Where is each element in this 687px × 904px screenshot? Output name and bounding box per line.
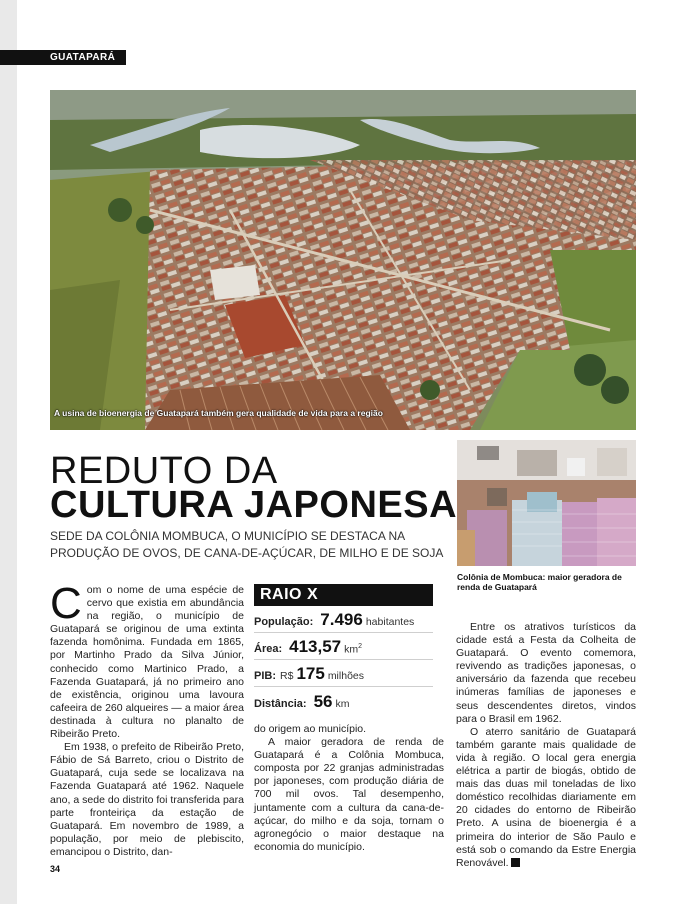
page-number: 34 [50,864,61,874]
subtitle: SEDE DA COLÔNIA MOMBUCA, O MUNICÍPIO SE DESTACA NA PRODUÇÃO DE OVOS, DE CANA-DE-AÇÚCAR, DE MILHO E DE SOJA [50,529,444,560]
aerial-caption: A usina de bioenergia de Guatapará também gera qualidade de vida para a região [54,408,383,418]
headline-line-1: REDUTO DA [50,450,278,492]
raio-x-pib [254,660,433,687]
paragraph: do origem ao município. [254,723,367,735]
paragraph-text: O aterro sanitário de Guatapará também garante mais qualidade de vida à região. O local gera energia elétrica a partir de biogás, obtido de mais das duas mil toneladas de lixo doméstico recolhidas diariamente em 20 cidades do entorno de Ribeirão Preto. A usina de bioenergia é a primeira do interior de São Paulo e está sob o comando da Estre Energia Renovável. [456,725,636,869]
headline-line-2: CULTURA JAPONESA [50,484,458,526]
article-column-2 [254,723,444,854]
raio-x-area [254,633,433,660]
eggs-photo [457,440,636,566]
populacao-value: 7.496 [320,610,363,629]
pib-prefix: R$ [280,670,294,682]
article-column-1 [50,579,244,859]
raio-x-box [254,584,433,714]
article-column-3 [456,621,636,870]
raio-x-populacao [254,606,433,633]
page-edge [0,0,17,904]
area-label: Área: [254,643,283,655]
pib-unit: milhões [327,670,364,682]
section-tag: GUATAPARÁ [0,50,126,65]
raio-x-header: RAIO X [254,584,433,606]
area-unit-sup: 2 [358,642,363,650]
area-unit-text: km [344,643,359,655]
raio-x-distancia [254,687,433,714]
eggs-caption: Colônia de Mombuca: maior geradora de renda de Guatapará [457,572,622,592]
populacao-unit: habitantes [365,616,415,628]
paragraph [456,726,636,870]
area-value: 413,57 [289,637,342,656]
distancia-unit: km [335,698,350,710]
aerial-photo [50,90,636,430]
paragraph: Entre os atrativos turísticos da cidade está a Festa da Colheita de Guatapará. O evento comemora, revivendo as tradições japonesas, o aniversário da fazenda que recebeu inúmeras famílias de japoneses e seus descendentes diretos, vindos para o Brasil em 1962. [456,621,636,725]
dropcap: C [50,579,82,628]
paragraph: Em 1938, o prefeito de Ribeirão Preto, Fábio de Sá Barreto, criou o Distrito de Guatapará, cuja sede se localizava na Fazenda Guatapará até 1962. Naquele ano, a sede do distrito foi transferida para parte fronteiriça da estação de Guatapará. Em novembro de 1989, a população, por meio de plebiscito, emancipou o Distrito, dan- [50,741,244,858]
populacao-label: População: [254,616,314,628]
paragraph-text: om o nome de uma espécie de cervo que existia em abundância na região, o município de Guatapará se originou de uma extinta fazenda homônima. Fundada em 1865, por Martinho Prado da Silva Júnior, conhecido como Martinico Prado, a Fazenda Guatapará, já no primeiro ano de existência, originou uma lavoura cafeeira de 260 alqueires — a maior área destinada à cultura no planalto de Ribeirão Preto. [50,584,244,741]
pib-label: PIB: [254,670,276,682]
distancia-value: 56 [313,692,333,711]
area-unit [344,643,362,656]
distancia-label: Distância: [254,698,307,710]
paragraph [50,579,244,741]
end-mark-icon [511,858,520,867]
pib-value: 175 [296,664,325,683]
paragraph: A maior geradora de renda de Guatapará é a Colônia Mombuca, composta por 22 granjas administradas por japoneses, com produção diária de 700 mil ovos. Tal desempenho, juntamente com a cultura da cana-de-açúcar, do milho e da soja, tornam o agronegócio o maior destaque na economia do município. [254,736,444,853]
